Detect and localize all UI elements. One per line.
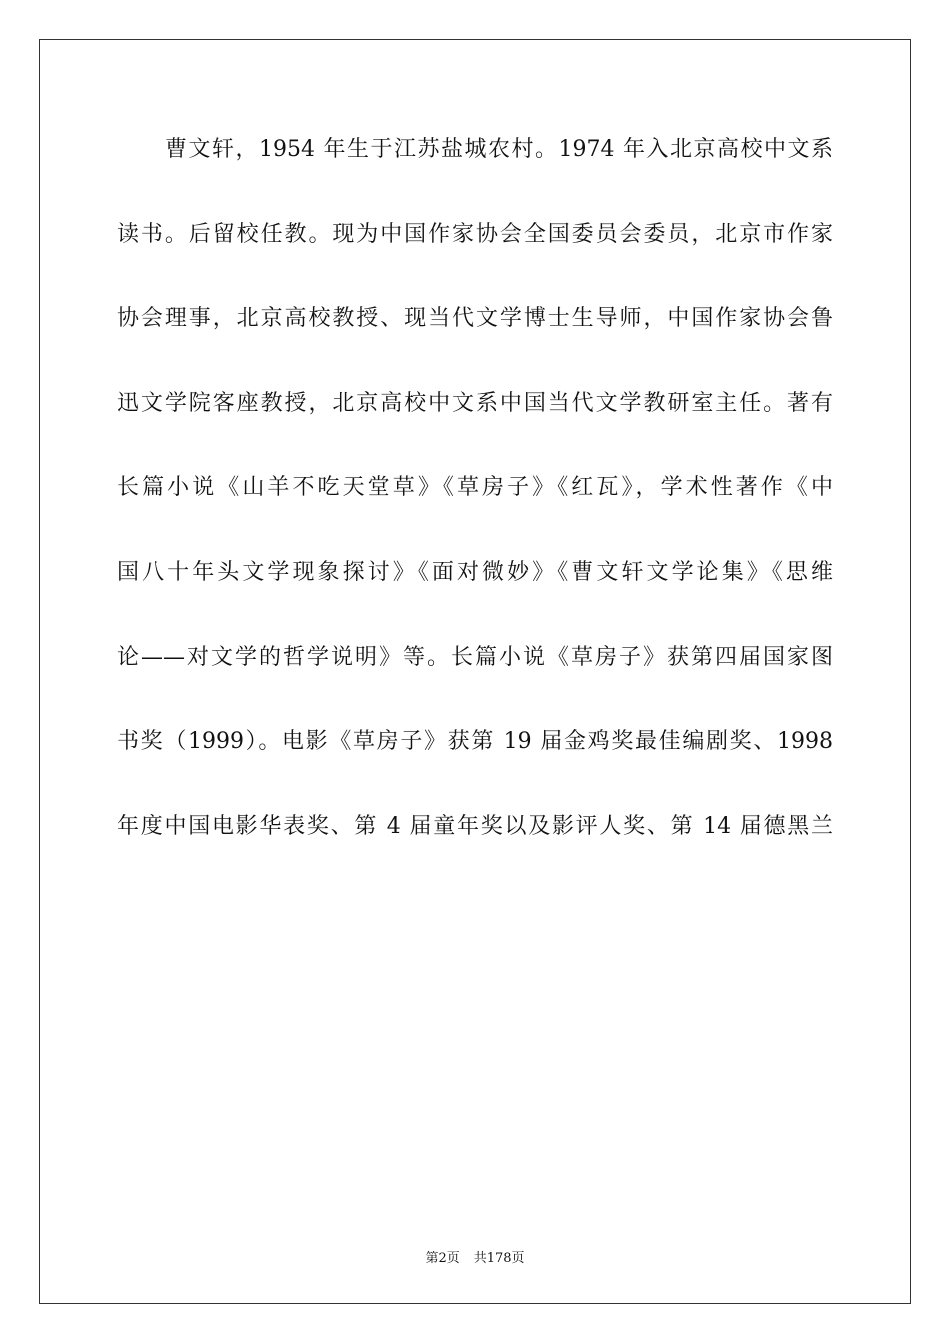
- text-line: 国八十年头文学现象探讨》《面对微妙》《曹文轩文学论集》《思维: [117, 559, 833, 585]
- body-text: [117, 128, 833, 889]
- text-line: 协会理事，北京高校教授、现当代文学博士生导师，中国作家协会鲁: [117, 306, 833, 332]
- text-line: 曹文轩，1954 年生于江苏盐城农村。1974 年入北京高校中文系: [165, 137, 833, 162]
- total-page-count: 共178页: [473, 1251, 525, 1266]
- text-line: 迅文学院客座教授，北京高校中文系中国当代文学教研室主任。著有: [117, 390, 833, 416]
- page-footer: [0, 1247, 950, 1266]
- text-line: 年度中国电影华表奖、第 4 届童年奖以及影评人奖、第 14 届德黑兰: [117, 813, 833, 839]
- text-line: 读书。后留校任教。现为中国作家协会全国委员会委员，北京市作家: [117, 221, 833, 247]
- text-line: 书奖（1999）。电影《草房子》获第 19 届金鸡奖最佳编剧奖、1998: [117, 729, 833, 755]
- text-line: 论——对文学的哲学说明》等。长篇小说《草房子》获第四届国家图: [117, 644, 833, 670]
- text-line: 长篇小说《山羊不吃天堂草》《草房子》《红瓦》，学术性著作《中: [117, 475, 833, 501]
- current-page-number: 第2页: [425, 1251, 460, 1266]
